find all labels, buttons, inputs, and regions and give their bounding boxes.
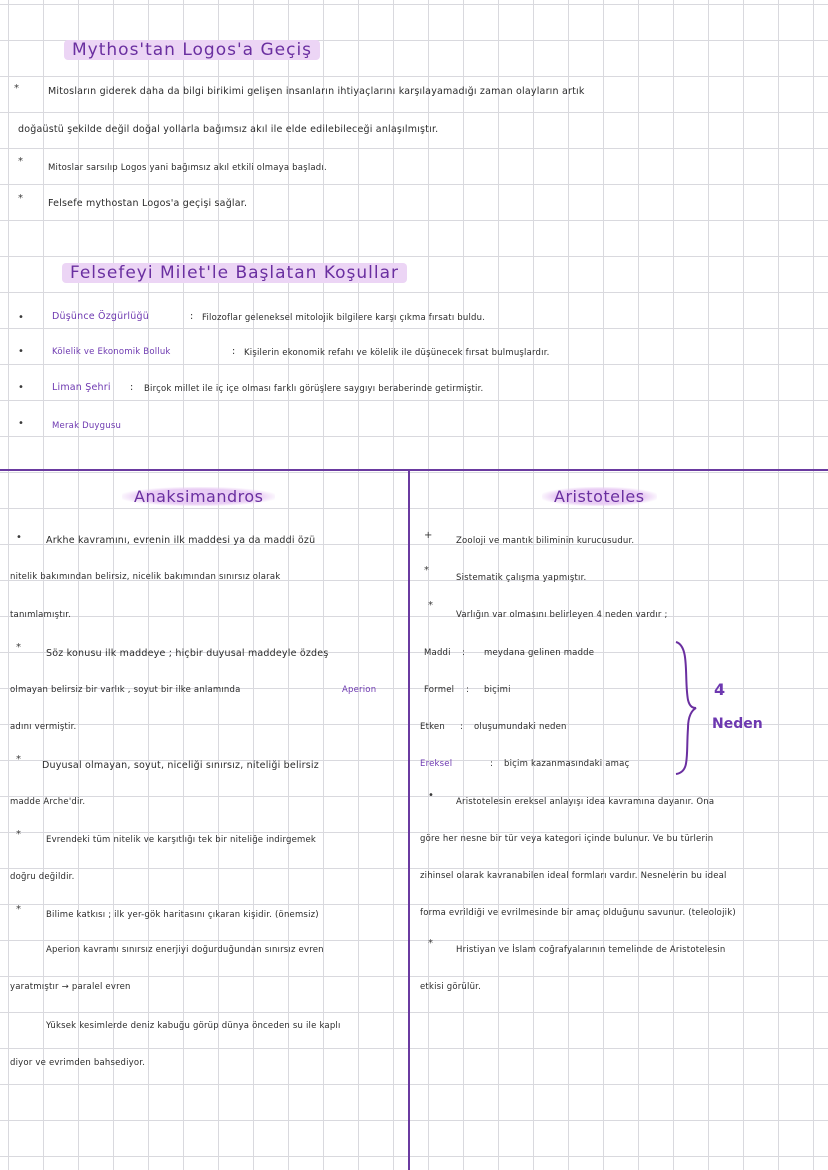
milet-item-4-term: Merak Duygusu — [52, 421, 122, 431]
cause-sep: : — [462, 648, 466, 658]
aris-line-3: Varlığın var olmasını belirleyen 4 neden vardır ; — [456, 610, 668, 620]
anak-line-12: Aperion kavramı sınırsız enerjiyi doğurduğundan sınırsız evren — [46, 945, 324, 955]
mythos-line-3: Mitoslar sarsılıp Logos yani bağımsız akıl etkili olmaya başladı. — [48, 163, 327, 173]
bullet-icon: * — [428, 938, 433, 949]
aristoteles-title: Aristoteles — [542, 487, 657, 506]
bullet-icon: * — [18, 156, 23, 167]
anak-line-4: Söz konusu ilk maddeye ; hiçbir duyusal maddeyle özdeş — [46, 648, 329, 659]
vertical-divider — [408, 469, 410, 1170]
brace-label: Neden — [712, 716, 763, 732]
aris-para-2: göre her nesne bir tür veya kategori içinde bulunur. Ve bu türlerin — [420, 834, 714, 844]
cause-sep: : — [490, 759, 494, 769]
bullet-icon: • — [18, 382, 24, 393]
cause-etken-term: Etken — [420, 722, 445, 732]
anak-line-13: yaratmıştır → paralel evren — [10, 982, 131, 992]
anaksimandros-title: Anaksimandros — [122, 487, 275, 506]
cause-formel-term: Formel — [424, 685, 455, 695]
anak-line-5: olmayan belirsiz bir varlık , soyut bir ilke anlamında — [10, 685, 241, 695]
anak-line-9: Evrendeki tüm nitelik ve karşıtlığı tek bir niteliğe indirgemek — [46, 835, 317, 845]
aris-para-6: etkisi görülür. — [420, 982, 481, 992]
bullet-icon: • — [18, 418, 24, 429]
bullet-icon: * — [14, 83, 19, 94]
milet-item-2-text: Kişilerin ekonomik refahı ve kölelik ile düşünecek fırsat bulmuşlardır. — [244, 348, 550, 358]
anak-line-15: diyor ve evrimden bahsediyor. — [10, 1058, 146, 1068]
section-title-mythos-logos: Mythos'tan Logos'a Geçiş — [64, 40, 320, 60]
anak-line-3: tanımlamıştır. — [10, 610, 72, 620]
anak-line-8: madde Arche'dir. — [10, 797, 86, 807]
horizontal-divider — [0, 469, 828, 471]
bullet-icon: * — [428, 600, 433, 611]
anak-line-14: Yüksek kesimlerde deniz kabuğu görüp dünya önceden su ile kaplı — [46, 1021, 341, 1031]
bullet-icon: * — [18, 193, 23, 204]
milet-item-3-sep: : — [130, 382, 134, 393]
bullet-icon: • — [18, 346, 24, 357]
anak-line-1: Arkhe kavramını, evrenin ilk maddesi ya da maddi özü — [46, 535, 316, 546]
bullet-icon: * — [16, 829, 21, 840]
milet-item-2-term: Kölelik ve Ekonomik Bolluk — [52, 347, 171, 357]
bullet-icon: * — [16, 904, 21, 915]
aperion-term: Aperion — [342, 685, 377, 695]
curly-brace-icon — [670, 638, 700, 778]
cause-formel-text: biçimi — [484, 685, 511, 695]
milet-item-1-text: Filozoflar geleneksel mitolojik bilgilere karşı çıkma fırsatı buldu. — [202, 313, 486, 323]
mythos-line-2: doğaüstü şekilde değil doğal yollarla bağımsız akıl ile elde edilebileceği anlaşılmıştır. — [18, 124, 439, 135]
aris-para-3: zihinsel olarak kavranabilen ideal formları vardır. Nesnelerin bu ideal — [420, 871, 727, 881]
aris-para-4: forma evrildiği ve evrilmesinde bir amaç olduğunu savunur. (teleolojik) — [420, 908, 736, 918]
cause-etken-text: oluşumundaki neden — [474, 722, 567, 732]
brace-number: 4 — [714, 680, 726, 699]
milet-item-3-text: Birçok millet ile iç içe olması farklı görüşlere saygıyı beraberinde getirmiştir. — [144, 384, 484, 394]
cause-maddi-text: meydana gelinen madde — [484, 648, 595, 658]
aris-line-1: Zooloji ve mantık biliminin kurucusudur. — [456, 536, 635, 546]
anak-line-7: Duyusal olmayan, soyut, niceliği sınırsız, niteliği belirsiz — [42, 760, 319, 771]
bullet-icon: * — [424, 565, 429, 576]
cause-sep: : — [460, 722, 464, 732]
aris-line-2: Sistematik çalışma yapmıştır. — [456, 573, 587, 583]
mythos-line-1: Mitosların giderek daha da bilgi birikimi gelişen insanların ihtiyaçlarını karşılayamadığı zaman olayların artık — [48, 86, 585, 97]
cause-sep: : — [466, 685, 470, 695]
section-title-milet: Felsefeyi Milet'le Başlatan Koşullar — [62, 263, 407, 283]
mythos-line-4: Felsefe mythostan Logos'a geçişi sağlar. — [48, 198, 248, 209]
milet-item-2-sep: : — [232, 346, 236, 357]
anak-line-6: adını vermiştir. — [10, 722, 77, 732]
milet-item-1-sep: : — [190, 311, 194, 322]
cause-ereksel-term: Ereksel — [420, 759, 453, 769]
cause-ereksel-text: biçim kazanmasındaki amaç — [504, 759, 630, 769]
bullet-icon: • — [18, 312, 24, 323]
bullet-icon: • — [428, 790, 434, 801]
anak-line-2: nitelik bakımından belirsiz, nicelik bakımından sınırsız olarak — [10, 572, 281, 582]
anak-line-11: Bilime katkısı ; ilk yer-gök haritasını çıkaran kişidir. (önemsiz) — [46, 910, 319, 920]
anak-line-10: doğru değildir. — [10, 872, 75, 882]
aris-para-5: Hristiyan ve İslam coğrafyalarının temelinde de Aristotelesin — [456, 945, 726, 955]
bullet-icon: + — [424, 530, 433, 541]
milet-item-3-term: Liman Şehri — [52, 382, 111, 393]
milet-item-1-term: Düşünce Özgürlüğü — [52, 311, 149, 322]
bullet-icon: * — [16, 642, 21, 653]
bullet-icon: * — [16, 754, 21, 765]
bullet-icon: • — [16, 532, 22, 543]
cause-maddi-term: Maddi — [424, 648, 451, 658]
aris-para-1: Aristotelesin ereksel anlayışı idea kavramına dayanır. Ona — [456, 797, 715, 807]
